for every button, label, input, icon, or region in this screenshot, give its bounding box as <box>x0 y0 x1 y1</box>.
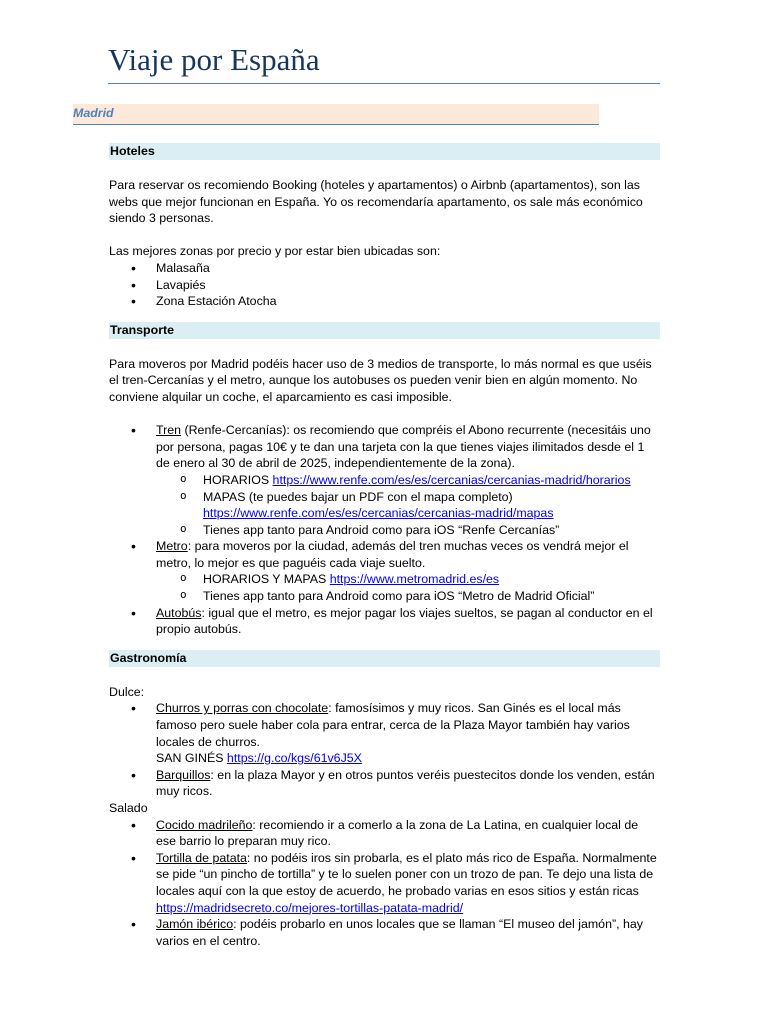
section-heading-hoteles: Hoteles <box>109 143 660 160</box>
section-heading-transporte: Transporte <box>109 322 660 339</box>
list-item: • Zona Estación Atocha <box>109 293 660 310</box>
list-item-tortilla <box>109 850 660 916</box>
list-item <box>110 489 660 522</box>
jamon-text: : podéis probarlo en unos locales que se llaman “El museo del jamón”, hay varios en el centro. <box>156 917 643 948</box>
zones-intro: Las mejores zonas por precio y por estar bien ubicadas son: <box>109 244 441 259</box>
cocido-text: : recomiendo ir a comerlo a la zona de La Latina, en cualquier local de ese barrio lo preparan muy rico. <box>156 817 639 849</box>
city-heading: Madrid <box>73 104 599 125</box>
churros-text: : famosísimos y muy ricos. San Ginés es el local más famoso pero suele haber cola para entrar, cerca de la Plaza Mayor también hay varios locales de churros. <box>156 701 630 749</box>
section-heading-gastronomia: Gastronomía <box>109 650 660 667</box>
document-title: Viaje por España <box>108 40 660 84</box>
zones-list <box>109 260 660 310</box>
metro-link[interactable]: https://www.metromadrid.es/es <box>329 572 500 587</box>
list-item <box>110 571 660 588</box>
list-item: o Tienes app tanto para Android como para iOS “Renfe Cercanías” <box>110 522 660 539</box>
list-item-metro <box>109 538 660 604</box>
list-item: • Malasaña <box>109 260 660 277</box>
tren-sublist <box>156 472 660 538</box>
churros-label: Churros y porras con chocolate <box>156 701 329 716</box>
dulce-list <box>109 700 660 800</box>
transporte-intro: Para moveros por Madrid podéis hacer uso de 3 medios de transporte, lo más normal es que uséis el tren-Cercanías y el metro, aunque los autobuses os pueden venir bien en algún momento. No conviene alquilar un coche, el aparcamiento es casi imposible. <box>109 356 652 404</box>
list-item-cocido <box>109 817 660 850</box>
list-item-churros <box>109 700 660 766</box>
tortilla-label: Tortilla de patata <box>156 850 247 865</box>
jamon-label: Jamón ibérico <box>156 917 234 932</box>
tren-label: Tren <box>156 423 182 438</box>
barquillos-text: : en la plaza Mayor y en otros puntos veréis puestecitos donde los venden, están muy ricos. <box>156 767 655 799</box>
metro-label: Metro <box>156 539 188 554</box>
horarios-label: HORARIOS <box>203 472 273 487</box>
list-item: • Lavapiés <box>109 277 660 294</box>
list-item-barquillos <box>109 767 660 800</box>
tren-text: (Renfe-Cercanías): os recomiendo que compréis el Abono recurrente (necesitáis uno por persona, pagas 10€ y te dan una tarjeta con la que tienes viajes ilimitados desde el 1 de enero al 30 de abril de 2025, independientemente de la zona). <box>156 423 651 471</box>
list-item-autobus <box>109 605 660 638</box>
list-item: o Tienes app tanto para Android como para iOS “Metro de Madrid Oficial” <box>110 588 660 605</box>
tortilla-text: : no podéis iros sin probarla, es el plato más rico de España. Normalmente se pide “un pincho de tortilla” y te lo suelen poner con un trozo de pan. Te dejo una lista de locales aquí con la que estoy de acuerdo, he probado varias en esos sitios y están ricas <box>156 850 657 898</box>
metro-text: : para moveros por la ciudad, además del tren muchas veces os vendrá mejor el metro, lo mejor es que paguéis cada viaje suelto. <box>156 539 629 570</box>
document-body <box>109 143 660 949</box>
transport-list <box>109 422 660 638</box>
barquillos-label: Barquillos <box>156 767 211 782</box>
metro-sublist <box>156 571 660 604</box>
metro-horarios-label: HORARIOS Y MAPAS <box>203 572 330 587</box>
san-gines-link[interactable]: https://g.co/kgs/61v6J5X <box>226 751 362 766</box>
tortillas-link[interactable]: https://madridsecreto.co/mejores-tortillas-patata-madrid/ <box>156 900 464 915</box>
list-item <box>110 472 660 489</box>
renfe-mapas-link[interactable]: https://www.renfe.com/es/es/cercanias/cercanias-madrid/mapas <box>203 506 554 521</box>
hoteles-intro: Para reservar os recomiendo Booking (hoteles y apartamentos) o Airbnb (apartamentos), son las webs que mejor funcionan en España. Yo os recomendaría apartamento, os sale más económico siendo 3 personas. <box>109 178 643 226</box>
list-item-tren <box>109 422 660 538</box>
autobus-label: Autobús <box>156 605 202 620</box>
renfe-horarios-link[interactable]: https://www.renfe.com/es/es/cercanias/cercanias-madrid/horarios <box>272 472 631 487</box>
dulce-label: Dulce: <box>109 684 145 699</box>
cocido-label: Cocido madrileño <box>156 817 253 832</box>
salado-list <box>109 817 660 950</box>
mapas-label: MAPAS (te puedes bajar un PDF con el mapa completo) <box>203 489 513 504</box>
salado-label: Salado <box>109 801 148 815</box>
list-item-jamon <box>109 916 660 949</box>
autobus-text: : igual que el metro, es mejor pagar los viajes sueltos, se pagan al conductor en el propio autobús. <box>156 605 653 637</box>
san-gines-label: SAN GINÉS <box>156 751 227 766</box>
